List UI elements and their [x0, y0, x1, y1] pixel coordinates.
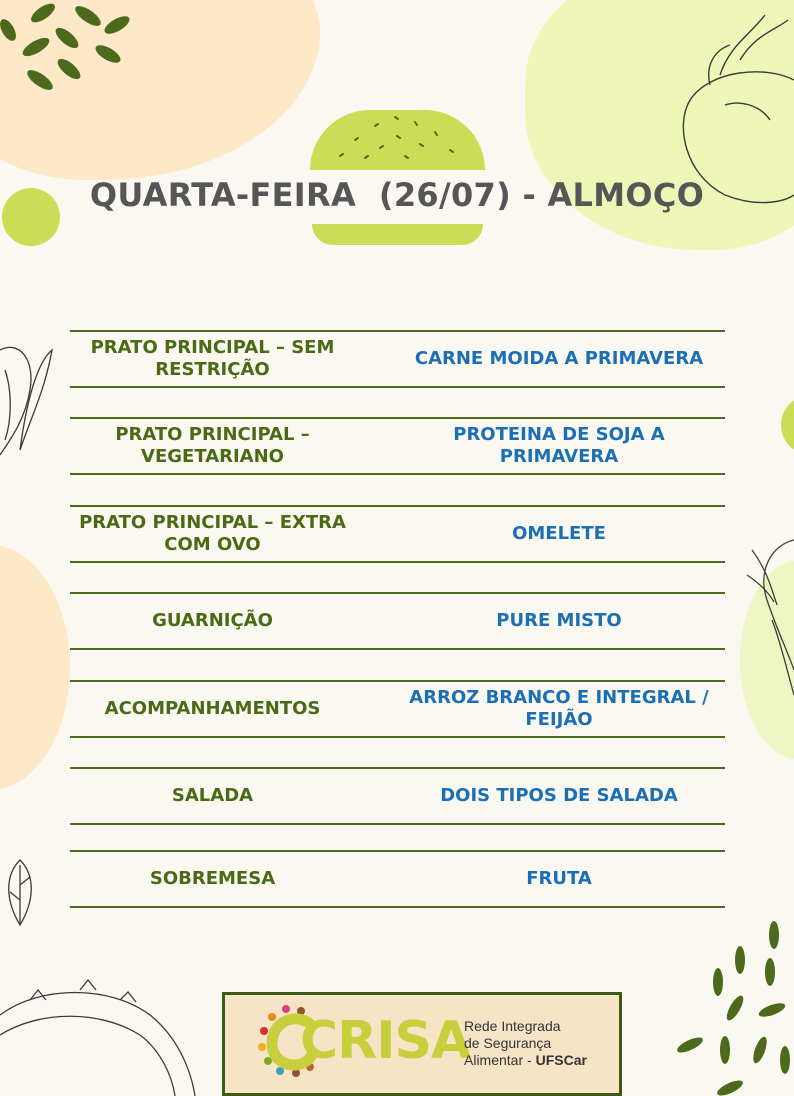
menu-row: [70, 680, 725, 738]
leaf-icon: [0, 855, 40, 930]
menu-label: ACOMPANHAMENTOS: [104, 698, 321, 719]
menu-row: [70, 850, 725, 908]
menu-value: CARNE MOIDA A PRIMAVERA: [414, 348, 704, 369]
menu-value: ARROZ BRANCO E INTEGRAL / FEIJÃO: [409, 687, 709, 730]
menu-label: PRATO PRINCIPAL – SEM RESTRIÇÃO: [90, 337, 335, 380]
burger-bun-bottom: [312, 224, 483, 245]
beans-icon: [670, 910, 794, 1096]
logo-subtitle: [464, 1018, 587, 1069]
logo-line: Rede Integrada: [464, 1018, 561, 1034]
menu-label: PRATO PRINCIPAL – EXTRA COM OVO: [79, 512, 346, 555]
leaf-icon: [742, 530, 794, 700]
menu-value: OMELETE: [512, 523, 606, 544]
menu-row: [70, 417, 725, 475]
taco-icon: [0, 975, 200, 1096]
logo-line-part: Alimentar -: [464, 1052, 536, 1068]
decorative-dot: [781, 395, 794, 455]
logo-line-bold: UFSCar: [535, 1052, 587, 1068]
menu-value: PURE MISTO: [496, 610, 622, 631]
menu-label: SALADA: [171, 785, 254, 806]
leaves-icon: [0, 0, 140, 100]
logo-line: de Segurança: [464, 1035, 552, 1051]
decorative-blob: [0, 545, 70, 790]
menu-row: [70, 505, 725, 563]
menu-label: SOBREMESA: [149, 868, 276, 889]
logo-line: [464, 1052, 587, 1069]
menu-value: DOIS TIPOS DE SALADA: [440, 785, 678, 806]
menu-value: PROTEINA DE SOJA A PRIMAVERA: [453, 424, 665, 467]
menu-row: [70, 592, 725, 650]
decorative-dot: [2, 188, 60, 246]
menu-value: FRUTA: [526, 868, 592, 889]
logo-wordmark: CRISA: [300, 1011, 471, 1071]
page-title: QUARTA-FEIRA (26/07) - ALMOÇO: [89, 176, 705, 214]
menu-row: [70, 330, 725, 388]
menu-label: PRATO PRINCIPAL – VEGETARIANO: [115, 424, 310, 467]
sesame-seeds-icon: [325, 112, 475, 167]
menu-label: GUARNIÇÃO: [152, 610, 273, 631]
lettuce-icon: [0, 330, 55, 460]
tomato-icon: [670, 5, 794, 205]
menu-row: [70, 767, 725, 825]
